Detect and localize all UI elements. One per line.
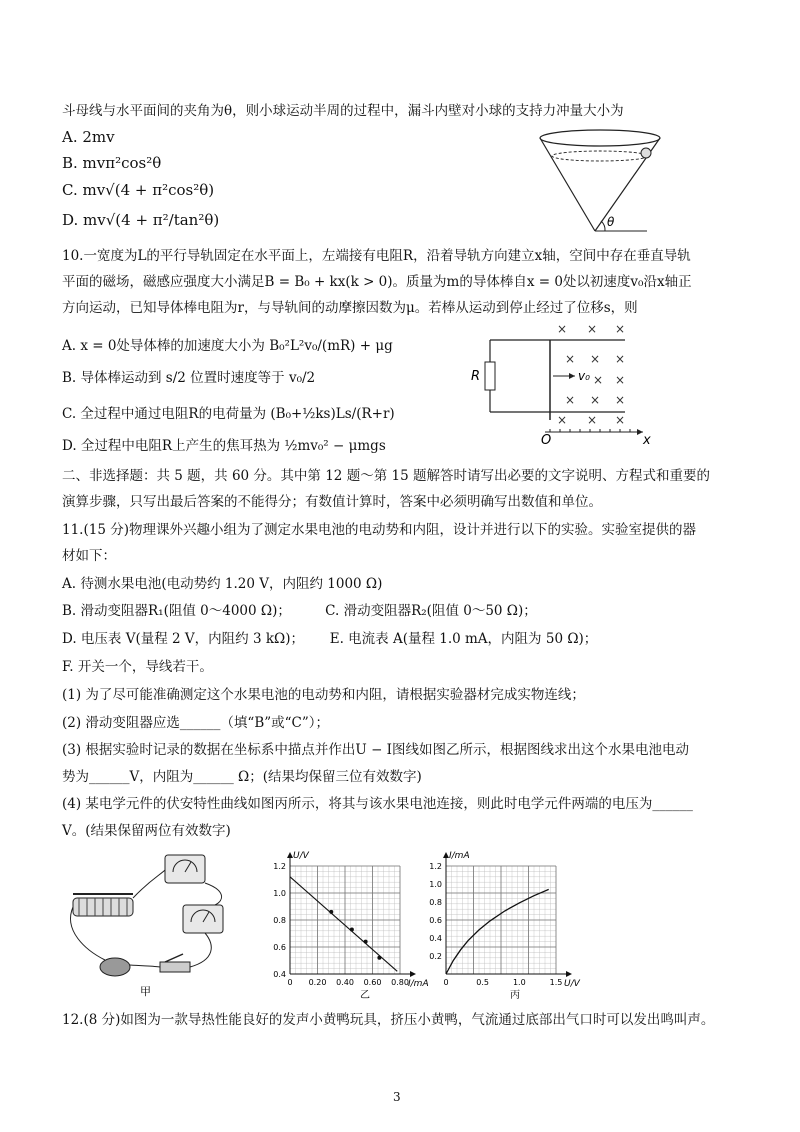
q11-line-9: (3) 根据实验时记录的数据在坐标系中描点并作出U − I图线如图乙所示，根据图线求出这个水果电池电动 — [62, 742, 690, 758]
q11-line-8: (2) 滑动变阻器应选______（填“B”或“C”）； — [62, 715, 330, 731]
x-tick-label: 0.20 — [308, 978, 327, 987]
svg-text:×: × — [587, 322, 598, 336]
q11-line-10: 势为______V，内阻为______ Ω；(结果均保留三位有效数字) — [62, 769, 422, 785]
x-tick-label: 0.40 — [336, 978, 354, 987]
svg-text:×: × — [590, 352, 601, 366]
data-point — [364, 940, 368, 944]
rail-figure — [465, 320, 665, 448]
q12-line: 12.(8 分)如图为一款导热性能良好的发声小黄鸭玩具，挤压小黄鸭，气流通过底部出气口时可以发出鸣叫声。 — [62, 1012, 715, 1028]
q10-option-d: D. 全过程中电阻R上产生的焦耳热为 ½mv₀² − μmgs — [62, 438, 386, 454]
x-tick-label: 0.5 — [476, 978, 490, 987]
y-tick-label: 1.0 — [273, 889, 286, 898]
x-axis-label: x — [643, 433, 651, 448]
q10-option-a: A. x = 0处导体棒的加速度大小为 B₀²L²v₀/(mR) + μg — [62, 338, 393, 354]
y-tick-label: 0.8 — [429, 898, 442, 907]
origin-label: O — [541, 433, 552, 448]
y-tick-label: 0.8 — [273, 916, 286, 925]
chart-bing — [420, 842, 595, 1007]
chart-yi-title: 乙 — [360, 990, 370, 1001]
q11-line-4: B. 滑动变阻器R₁(阻值 0～4000 Ω)； C. 滑动变阻器R₂(阻值 0～50 Ω)； — [62, 603, 537, 619]
q11-line-11: (4) 某电学元件的伏安特性曲线如图丙所示，将其与该水果电池连接，则此时电学元件两端的电压为______ — [62, 796, 693, 812]
x-axis-arrow — [410, 971, 416, 977]
svg-text:×: × — [565, 393, 576, 407]
apparatus-figure — [65, 850, 255, 1000]
svg-text:×: × — [615, 413, 626, 427]
y-tick-label: 0.6 — [273, 943, 286, 952]
velocity-label: v₀ — [578, 369, 590, 383]
q10-option-b: B. 导体棒运动到 s/2 位置时速度等于 v₀/2 — [62, 370, 316, 386]
q10-line-3: 方向运动，已知导体棒电阻为r，与导轨间的动摩擦因数为μ。若棒从运动到停止经过了位移s，则 — [62, 300, 638, 316]
q9-option-d: D. mv√(4 + π²/tan²θ) — [62, 211, 220, 229]
svg-text:×: × — [615, 322, 626, 336]
funnel-figure — [535, 128, 665, 236]
x-tick-label: 0 — [287, 978, 293, 987]
y-tick-label: 0.4 — [429, 934, 442, 943]
x-axis-arrow — [566, 971, 572, 977]
q11-line-1: 11.(15 分)物理课外兴趣小组为了测定水果电池的电动势和内阻，设计并进行以下的实验。实验室提供的器 — [62, 522, 696, 538]
svg-text:×: × — [557, 322, 568, 336]
theta-label: θ — [607, 215, 615, 229]
svg-text:×: × — [593, 373, 604, 387]
svg-text:×: × — [615, 373, 626, 387]
q11-line-12: V。(结果保留两位有效数字) — [62, 823, 231, 839]
page-number: 3 — [393, 1090, 401, 1104]
x-tick-label: 1.5 — [549, 978, 563, 987]
q9-option-b: B. mvπ²cos²θ — [62, 154, 162, 172]
resistor-label: R — [471, 369, 481, 384]
section2-line-2: 演算步骤，只写出最后答案的不能得分；有数值计算时，答案中必须明确写出数值和单位。 — [62, 494, 602, 510]
x-axis-title: I/mA — [408, 979, 429, 989]
data-point — [350, 927, 354, 931]
q11-line-3: A. 待测水果电池(电动势约 1.20 V，内阻约 1000 Ω) — [62, 576, 383, 592]
chart-bing-title: 丙 — [510, 990, 520, 1001]
y-tick-label: 1.0 — [429, 880, 442, 889]
svg-text:×: × — [590, 393, 601, 407]
q9-option-a: A. 2mv — [62, 128, 115, 146]
q11-line-2: 材如下： — [62, 548, 116, 564]
q11-line-5: D. 电压表 V(量程 2 V，内阻约 3 kΩ)； E. 电流表 A(量程 1.0 mA，内阻为 50 Ω)； — [62, 631, 598, 647]
data-point — [377, 956, 381, 960]
y-axis-title: I/mA — [449, 851, 470, 861]
y-tick-label: 0.2 — [429, 952, 442, 961]
chart-yi — [268, 842, 438, 1007]
y-tick-label: 1.2 — [429, 862, 442, 871]
q11-line-7: (1) 为了尽可能准确测定这个水果电池的电动势和内阻，请根据实验器材完成实物连线； — [62, 687, 585, 703]
q10-option-c: C. 全过程中通过电阻R的电荷量为 (B₀+½ks)Ls/(R+r) — [62, 406, 395, 422]
q9-option-c: C. mv√(4 + π²cos²θ) — [62, 181, 215, 199]
series-curve — [446, 889, 549, 974]
y-axis-title: U/V — [293, 851, 309, 861]
x-tick-label: 0.80 — [391, 978, 409, 987]
q10-line-2: 平面的磁场，磁感应强度大小满足B = B₀ + kx(k > 0)。质量为m的导体棒自x = 0处以初速度v₀沿x轴正 — [62, 274, 692, 290]
y-tick-label: 1.2 — [273, 862, 286, 871]
svg-text:×: × — [615, 352, 626, 366]
field-crosses — [557, 322, 625, 427]
fig-jia-label: 甲 — [140, 985, 151, 998]
q11-line-6: F. 开关一个，导线若干。 — [62, 659, 213, 675]
q9-stem: 斗母线与水平面间的夹角为θ，则小球运动半周的过程中，漏斗内壁对小球的支持力冲量大小为 — [62, 103, 624, 119]
svg-text:×: × — [557, 413, 568, 427]
x-tick-label: 0 — [443, 978, 449, 987]
q10-line-1: 10.一宽度为L的平行导轨固定在水平面上，左端接有电阻R，沿着导轨方向建立x轴，空间中存在垂直导轨 — [62, 248, 691, 264]
y-tick-label: 0.6 — [429, 916, 442, 925]
data-point — [329, 910, 333, 914]
x-tick-label: 0.60 — [363, 978, 382, 987]
svg-text:×: × — [565, 352, 576, 366]
svg-text:×: × — [587, 413, 598, 427]
y-tick-label: 0.4 — [273, 970, 286, 979]
section2-line-1: 二、非选择题：共 5 题，共 60 分。其中第 12 题～第 15 题解答时请写出必要的文字说明、方程式和重要的 — [62, 468, 710, 484]
x-tick-label: 1.0 — [512, 978, 526, 987]
x-axis-title: U/V — [564, 979, 580, 989]
svg-text:×: × — [615, 393, 626, 407]
